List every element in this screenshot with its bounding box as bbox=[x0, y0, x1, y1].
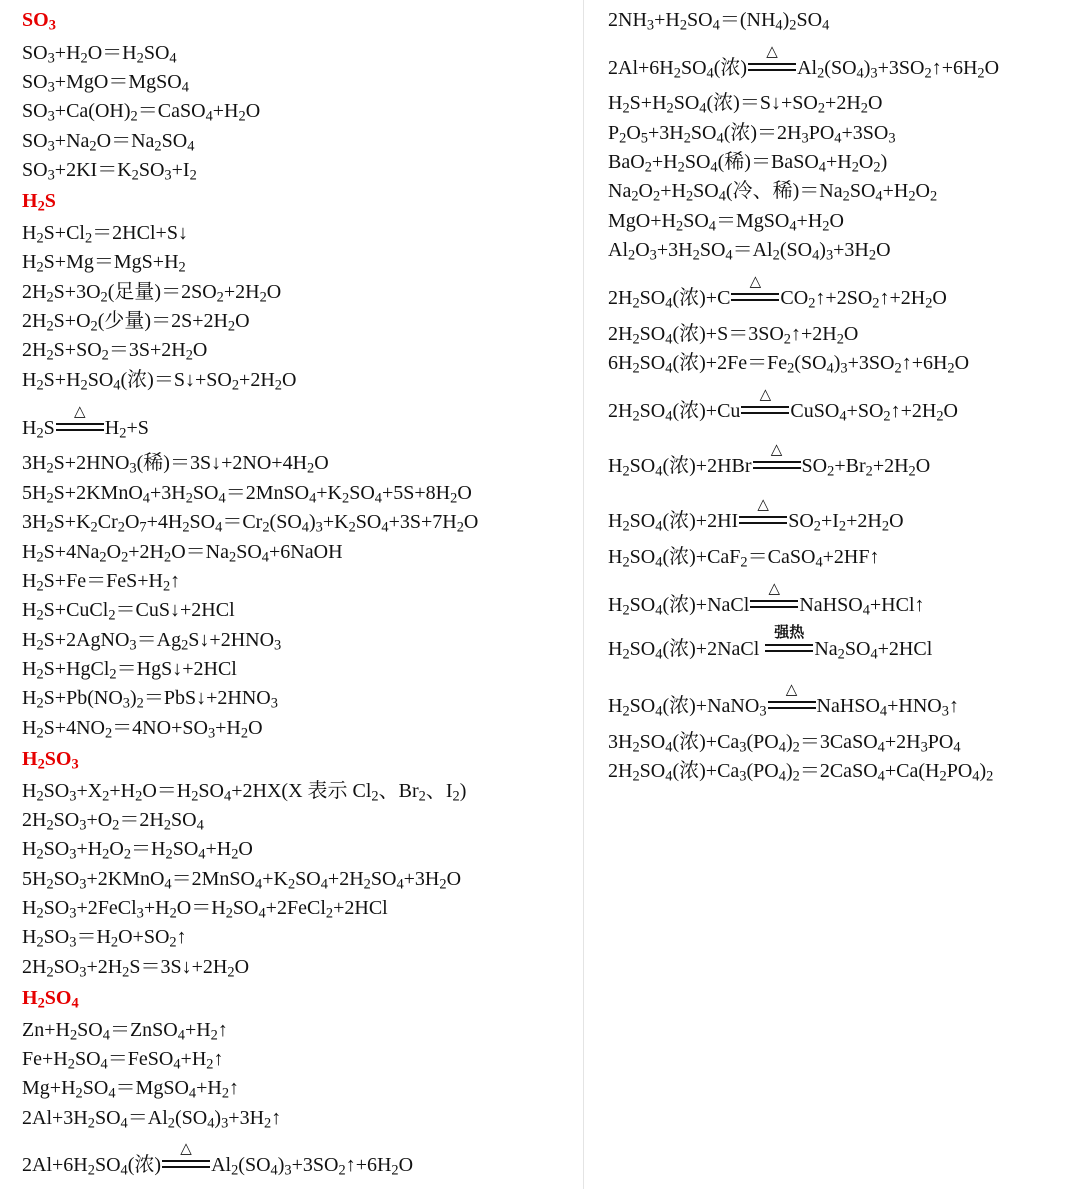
reaction-condition: △ bbox=[74, 403, 86, 420]
equation-line: $H_2SO_3+2FeCl_3+H_2O=H_2SO_4+2FeCl_2+2HCl$ bbox=[22, 897, 388, 922]
condition-equals-sign bbox=[739, 496, 787, 525]
equation-line: $H_2S+Fe=FeS+H_2↑$ bbox=[22, 570, 181, 595]
products: NaHSO$_4$+HCl↑ bbox=[799, 594, 925, 619]
equation-line: $2H_2S+SO_2=3S+2H_2O$ bbox=[22, 339, 208, 364]
column-divider bbox=[583, 0, 584, 1189]
products: $SO_2+Br_2+2H_2O$ bbox=[801, 455, 931, 480]
equation-line: $SO_3+H_2O=H_2SO_4$ bbox=[22, 42, 177, 67]
equation-line: $6H_2SO_4$(浓)$+2Fe=Fe_2(SO_4)_3+3SO_2↑+6H_2O$ bbox=[608, 352, 970, 377]
equation-line: $H_2SO_3=H_2O+SO_2↑$ bbox=[22, 926, 187, 951]
condition-equals-sign bbox=[750, 580, 798, 609]
reaction-condition: △ bbox=[785, 681, 798, 698]
equation-line: $H_2SO_3+H_2O_2=H_2SO_4+H_2O$ bbox=[22, 838, 253, 863]
reactants: $H_2SO_4$(浓)+NaNO$_3$ bbox=[608, 695, 767, 720]
equation-line: $MgO+H_2SO_4=MgSO_4+H_2O$ bbox=[608, 210, 844, 235]
equation-line: $5H_2SO_3+2KMnO_4=2MnSO_4+K_2SO_4+2H_2SO_4+3H_2O$ bbox=[22, 868, 462, 893]
equation-line: $H_2SO_3+X_2+H_2O=H_2SO_4+2HX(X$ 表示 $Cl_2$、$Br_2$、$I_2$) bbox=[22, 780, 467, 805]
reaction-condition: △ bbox=[759, 386, 772, 403]
conditional-equation-line bbox=[608, 441, 931, 480]
equation-line: $2NH_3+H_2SO_4=(NH_4)_2SO_4$ bbox=[608, 9, 830, 34]
equation-line: $H_2S+CuCl_2=CuS↓+2HCl$ bbox=[22, 599, 235, 624]
equation-line: $SO_3+MgO=MgSO_4$ bbox=[22, 71, 189, 96]
equation-line: $2Al+3H_2SO_4=Al_2(SO_4)_3+3H_2↑$ bbox=[22, 1107, 282, 1132]
equation-line: $Zn+H_2SO_4=ZnSO_4+H_2↑$ bbox=[22, 1019, 228, 1044]
equation-line: $H_2S+4Na_2O_2+2H_2O=Na_2SO_4+6NaOH$ bbox=[22, 541, 343, 566]
equation-line: $Mg+H_2SO_4=MgSO_4+H_2↑$ bbox=[22, 1077, 240, 1102]
equation-line: $SO_3+Na_2O=Na_2SO_4$ bbox=[22, 130, 195, 155]
reactants: $2H_2SO_4$(浓)+Cu bbox=[608, 400, 741, 425]
condition-equals-sign bbox=[741, 386, 789, 415]
reactants: $2Al+6H_2SO_4$(浓) bbox=[22, 1154, 162, 1179]
equation-line: $H_2S+H_2SO_4$(浓)$=S↓+SO_2+2H_2O$ bbox=[608, 92, 883, 117]
equation-line: $5H_2S+2KMnO_4+3H_2SO_4=2MnSO_4+K_2SO_4+5S+8H_2O$ bbox=[22, 482, 472, 507]
products: $NaHSO_4+HNO_3↑$ bbox=[816, 695, 959, 720]
section-heading: $H_2SO_4$ bbox=[22, 987, 79, 1012]
reactants: $H_2S$ bbox=[22, 417, 55, 442]
equation-line: $3H_2SO_4$(浓)$+Ca_3(PO_4)_2=3CaSO_4+2H_3PO_4$ bbox=[608, 731, 961, 756]
condition-equals-sign bbox=[56, 403, 104, 432]
section-heading: $H_2SO_3$ bbox=[22, 748, 79, 773]
equation-line: $BaO_2+H_2SO_4$(稀)$=BaSO_4+H_2O_2$) bbox=[608, 151, 888, 176]
equation-line: $SO_3+2KI=K_2SO_3+I_2$ bbox=[22, 159, 197, 184]
equation-line: $H_2S+Pb(NO_3)_2=PbS↓+2HNO_3$ bbox=[22, 687, 278, 712]
products: $CO_2↑+2SO_2↑+2H_2O$ bbox=[780, 287, 947, 312]
equation-line: $3H_2S+K_2Cr_2O_7+4H_2SO_4=Cr_2(SO_4)_3+K_2SO_4+3S+7H_2O$ bbox=[22, 511, 479, 536]
equation-line: $2H_2SO_3+2H_2S=3S↓+2H_2O$ bbox=[22, 956, 250, 981]
equation-line: $2H_2SO_3+O_2=2H_2SO_4$ bbox=[22, 809, 204, 834]
condition-equals-sign bbox=[748, 43, 796, 72]
products: $CuSO_4+SO_2↑+2H_2O$ bbox=[790, 400, 958, 425]
equation-line: $2H_2S+O_2$(少量)$=2S+2H_2O$ bbox=[22, 310, 250, 335]
condition-equals-sign bbox=[765, 624, 813, 653]
conditional-equation-line bbox=[608, 43, 1000, 82]
equation-line: $P_2O_5+3H_2SO_4$(浓)$=2H_3PO_4+3SO_3$ bbox=[608, 122, 896, 147]
conditional-equation-line bbox=[608, 273, 947, 312]
reaction-condition: △ bbox=[180, 1140, 192, 1157]
equation-line: $3H_2S+2HNO_3$(稀)$=3S↓+2NO+4H_2O$ bbox=[22, 452, 329, 477]
conditional-equation-line bbox=[608, 681, 959, 720]
reaction-condition: △ bbox=[749, 273, 762, 290]
equation-line: $H_2S+Cl_2=2HCl+S↓$ bbox=[22, 222, 188, 247]
conditional-equation-line bbox=[608, 386, 958, 425]
reactants: $2Al+6H_2SO_4$(浓) bbox=[608, 57, 748, 82]
reactants: $H_2SO_4$(浓)+2HBr bbox=[608, 455, 752, 480]
products: $H_2+S$ bbox=[104, 417, 149, 442]
reactants: $H_2SO_4$(浓)+NaCl bbox=[608, 594, 750, 619]
products: $Na_2SO_4+2HCl$ bbox=[814, 638, 933, 663]
conditional-equation-line bbox=[22, 403, 149, 442]
equation-line: $H_2S+4NO_2=4NO+SO_3+H_2O$ bbox=[22, 717, 263, 742]
reaction-condition: △ bbox=[770, 441, 783, 458]
conditional-equation-line bbox=[608, 624, 933, 663]
condition-equals-sign bbox=[162, 1140, 210, 1169]
equation-line: $H_2S+Mg=MgS+H_2$ bbox=[22, 251, 186, 276]
products: $SO_2+I_2+2H_2O$ bbox=[788, 510, 904, 535]
equation-line: $Fe+H_2SO_4=FeSO_4+H_2↑$ bbox=[22, 1048, 224, 1073]
equation-line: $2H_2S+3O_2$(足量)$=2SO_2+2H_2O$ bbox=[22, 281, 282, 306]
section-heading: $H_2S$ bbox=[22, 190, 56, 215]
products: $Al_2(SO_4)_3+3SO_2↑+6H_2O$ bbox=[797, 57, 1000, 82]
equation-line: $H_2S+2AgNO_3=Ag_2S↓+2HNO_3$ bbox=[22, 629, 282, 654]
reaction-condition: △ bbox=[768, 580, 781, 597]
equation-line: $Al_2O_3+3H_2SO_4=Al_2(SO_4)_3+3H_2O$ bbox=[608, 239, 891, 264]
reactants: $H_2SO_4$(浓)+2HI bbox=[608, 510, 739, 535]
equation-line: $Na_2O_2+H_2SO_4$(冷、稀)$=Na_2SO_4+H_2O_2$ bbox=[608, 180, 938, 205]
reaction-condition: △ bbox=[757, 496, 769, 513]
conditional-equation-line bbox=[608, 496, 904, 535]
equation-line: $2H_2SO_4$(浓)$+S=3SO_2↑+2H_2O$ bbox=[608, 323, 859, 348]
equation-line: $H_2SO_4$(浓)+CaF$_2$＝CaSO$_4$+2HF↑ bbox=[608, 546, 880, 571]
condition-equals-sign bbox=[753, 441, 801, 470]
equation-line: $H_2S+H_2SO_4$(浓)$=S↓+SO_2+2H_2O$ bbox=[22, 369, 297, 394]
conditional-equation-line bbox=[608, 580, 925, 619]
condition-equals-sign bbox=[768, 681, 816, 710]
products: $Al_2(SO_4)_3+3SO_2↑+6H_2O$ bbox=[211, 1154, 414, 1179]
section-heading: $SO_3$ bbox=[22, 9, 56, 34]
reactants: $H_2SO_4$(浓)+2NaCl bbox=[608, 638, 760, 663]
reaction-condition: △ bbox=[766, 43, 778, 60]
equation-line: $SO_3+Ca(OH)_2=CaSO_4+H_2O$ bbox=[22, 100, 261, 125]
equation-line: $H_2S+HgCl_2=HgS↓+2HCl$ bbox=[22, 658, 237, 683]
equation-line: $2H_2SO_4$(浓)$+Ca_3(PO_4)_2=2CaSO_4+Ca(H_2PO_4)_2$ bbox=[608, 760, 994, 785]
condition-equals-sign bbox=[731, 273, 779, 302]
conditional-equation-line bbox=[22, 1140, 414, 1179]
reactants: $2H_2SO_4$(浓)+C bbox=[608, 287, 731, 312]
reaction-condition: 强热 bbox=[774, 624, 805, 641]
